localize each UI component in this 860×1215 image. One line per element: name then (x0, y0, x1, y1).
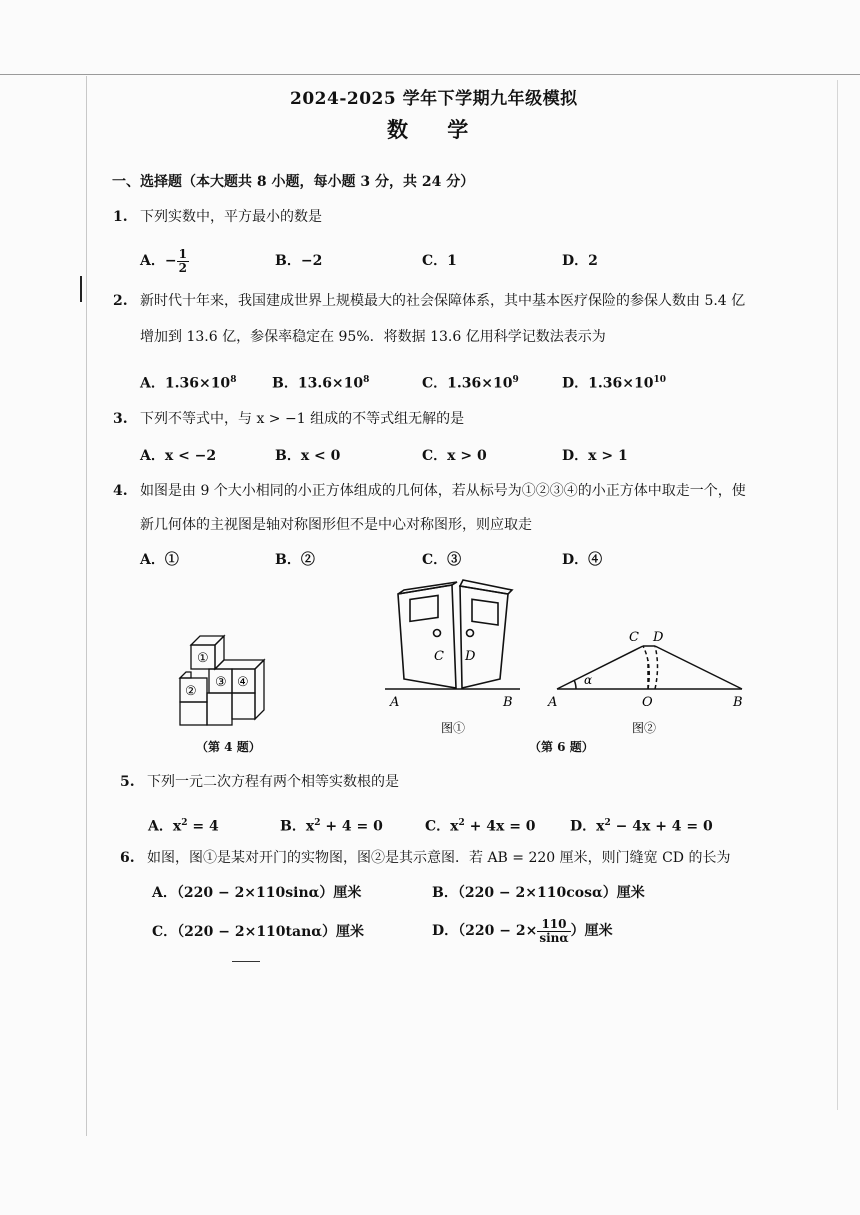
figure-2-label: 图② (632, 721, 657, 735)
cube-label-1: ① (197, 651, 209, 666)
question-stem: 如图，图①是某对开门的实物图，图②是其示意图．若 AB = 220 厘米，则门缝宽 CD 的长为 (147, 850, 731, 866)
tri-point-a: A (548, 695, 558, 710)
door-figure (385, 580, 520, 689)
option-b[interactable]: B．x < 0 (275, 448, 341, 464)
question-stem-line2: 新几何体的主视图是轴对称图形但不是中心对称图形，则应取走 (140, 517, 532, 533)
question-number: 3. (113, 411, 128, 427)
question-stem: 下列不等式中，与 x > −1 组成的不等式组无解的是 (140, 411, 465, 427)
option-a[interactable]: A．− $\frac{1}{2}$ (140, 246, 187, 275)
door-point-b: B (503, 695, 513, 710)
tri-angle-alpha: α (584, 673, 593, 687)
cube-label-2: ② (185, 684, 197, 699)
option-c[interactable]: C．$1.36\times 10^9$ (422, 375, 519, 392)
option-c[interactable]: C．x > 0 (422, 448, 487, 464)
option-d[interactable]: D．$x^2 - 4x + 4 = 0$ (570, 818, 713, 835)
fraction: $\frac{1}{2}$ (178, 246, 187, 275)
option-c[interactable]: C．$x^2 + 4x = 0$ (425, 818, 536, 835)
option-d[interactable]: D．$1.36\times 10^{10}$ (562, 375, 666, 392)
option-a[interactable]: A．x < −2 (140, 448, 217, 464)
cube-label-4: ④ (237, 675, 249, 690)
option-b[interactable]: B．（220 − 2×110cosα）厘米 (432, 885, 645, 901)
option-d[interactable]: D．（220 − 2× $\frac{110}{\sin\alpha}$ ）厘米 (432, 916, 613, 945)
cube-label-3: ③ (215, 675, 227, 690)
fraction: $\frac{110}{\sin\alpha}$ (539, 916, 569, 945)
q4-caption: （第 4 题） (196, 740, 261, 754)
subject-title: 数 学 (387, 117, 485, 142)
option-b[interactable]: B．−2 (275, 253, 323, 269)
option-b[interactable]: B．② (275, 552, 315, 568)
option-a[interactable]: A．① (140, 552, 179, 568)
option-b[interactable]: B．$13.6\times 10^8$ (272, 375, 370, 392)
tri-point-b: B (733, 695, 743, 710)
option-a[interactable]: A．$1.36\times 10^8$ (140, 375, 237, 392)
exam-title: 2024-2025 学年下学期九年级模拟 (290, 89, 578, 109)
question-number: 6. (120, 850, 135, 866)
question-stem-line1: 新时代十年来，我国建成世界上规模最大的社会保障体系，其中基本医疗保险的参保人数由 5.4 亿 (140, 293, 746, 309)
question-stem-line2: 增加到 13.6 亿，参保率稳定在 95%．将数据 13.6 亿用科学记数法表示为 (140, 329, 606, 345)
door-point-c: C (434, 649, 444, 664)
option-a[interactable]: A．$x^2 = 4$ (148, 818, 219, 835)
stray-mark (232, 961, 260, 962)
question-number: 5. (120, 774, 135, 790)
option-a[interactable]: A．（220 − 2×110sinα）厘米 (152, 885, 362, 901)
tri-point-c: C (629, 630, 639, 645)
question-number: 2. (113, 293, 128, 309)
question-stem: 下列实数中，平方最小的数是 (140, 209, 322, 225)
tri-point-d: D (653, 630, 664, 645)
option-b[interactable]: B．$x^2 + 4 = 0$ (280, 818, 383, 835)
question-stem-line1: 如图是由 9 个大小相同的小正方体组成的几何体，若从标号为①②③④的小正方体中取走一个，使 (140, 483, 746, 499)
door-point-a: A (390, 695, 400, 710)
option-c[interactable]: C．（220 − 2×110tanα）厘米 (152, 924, 365, 940)
option-c[interactable]: C．③ (422, 552, 462, 568)
option-d[interactable]: D．x > 1 (562, 448, 628, 464)
option-d[interactable]: D．④ (562, 552, 603, 568)
tri-point-o: O (642, 695, 653, 710)
option-c[interactable]: C．1 (422, 253, 457, 269)
q6-caption: （第 6 题） (529, 740, 594, 754)
question-number: 1. (113, 209, 128, 225)
option-d[interactable]: D．2 (562, 253, 598, 269)
question-stem: 下列一元二次方程有两个相等实数根的是 (147, 774, 399, 790)
section-heading: 一、选择题（本大题共 8 小题，每小题 3 分，共 24 分） (112, 174, 475, 190)
door-point-d: D (465, 649, 476, 664)
question-number: 4. (113, 483, 128, 499)
figure-1-label: 图① (441, 721, 466, 735)
